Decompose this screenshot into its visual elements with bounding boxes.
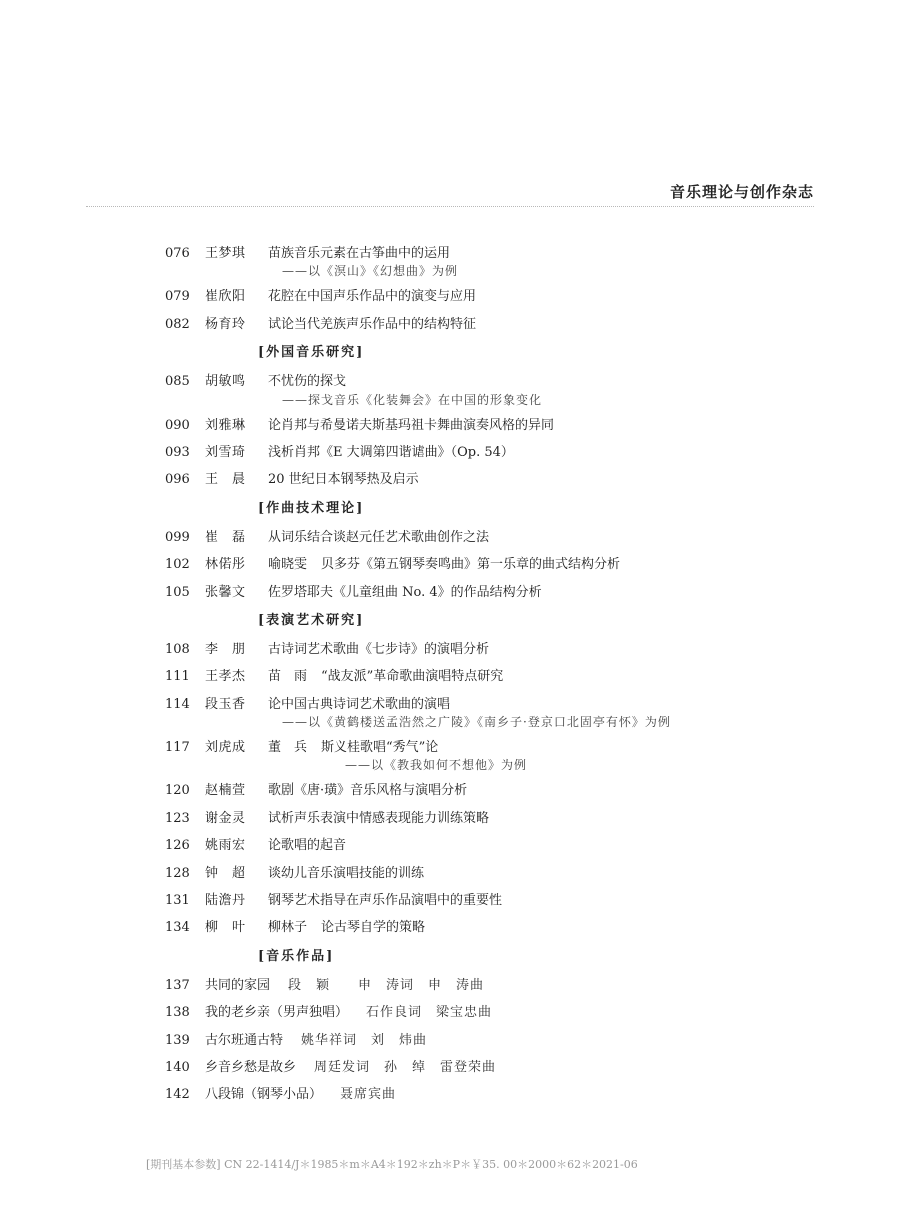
work-credits: 段 颖 申 涛词 申 涛曲 (288, 977, 485, 993)
work-credits: 周廷发词 孙 绰 雷登荣曲 (314, 1059, 497, 1075)
author: 刘虎成 (205, 740, 246, 756)
author: 胡敏鸣 (205, 374, 246, 390)
author: 段玉香 (205, 696, 246, 712)
author: 陆澹丹 (205, 893, 246, 909)
author: 刘雪琦 (205, 444, 246, 460)
article-title (268, 524, 489, 551)
section-heading (165, 338, 805, 368)
page-number: 090 (165, 417, 190, 433)
page-number: 108 (165, 641, 190, 657)
page-number: 082 (165, 316, 190, 332)
section-heading-text: [作曲技术理论] (258, 500, 365, 516)
article-title-text: 不忧伤的探戈 (268, 374, 347, 390)
author: 钟 超 (205, 865, 246, 881)
co-author: 喻晓雯 (268, 557, 308, 573)
article-title-text: 斯义桂歌唱“秀气”论 (321, 740, 439, 756)
toc-entry[interactable] (165, 663, 805, 690)
article-title (268, 663, 503, 690)
toc-entry[interactable] (165, 777, 805, 804)
page-number: 137 (165, 977, 190, 993)
article-title-text: 佐罗塔耶夫《儿童组曲 No. 4》的作品结构分析 (268, 584, 542, 600)
toc-entry[interactable] (165, 412, 805, 439)
article-title-text: 苗族音乐元素在古筝曲中的运用 (268, 246, 451, 261)
table-of-contents (165, 240, 805, 1109)
toc-entry[interactable] (165, 636, 805, 663)
author: 姚雨宏 (205, 838, 246, 854)
section-heading-text: [表演艺术研究] (258, 612, 365, 628)
article-title-text: 钢琴艺术指导在声乐作品演唱中的重要性 (268, 893, 503, 909)
page-number: 131 (165, 893, 190, 909)
entry-subtitle-text: ——以《黄鹤楼送孟浩然之广陵》《南乡子·登京口北固亭有怀》为例 (282, 715, 671, 730)
toc-entry[interactable] (165, 805, 805, 832)
article-title (205, 999, 492, 1026)
article-title-text: 八段锦（钢琴小品） (205, 1087, 323, 1103)
article-title-text: 乡音乡愁是故乡 (205, 1059, 297, 1075)
page-number: 134 (165, 920, 190, 936)
toc-entry[interactable] (165, 579, 805, 606)
toc-entry[interactable] (165, 551, 805, 578)
author: 王梦琪 (205, 246, 246, 261)
music-work-entry[interactable] (165, 999, 805, 1026)
article-title (205, 1027, 427, 1054)
toc-entry[interactable] (165, 466, 805, 493)
article-title (268, 636, 489, 663)
author: 王 晨 (205, 472, 246, 488)
author: 李 朋 (205, 641, 246, 657)
article-title (268, 805, 489, 832)
page-number: 099 (165, 529, 190, 545)
article-title (268, 466, 419, 493)
article-title-text: 20 世纪日本钢琴热及启示 (268, 472, 419, 488)
article-title-text: 试论当代羌族声乐作品中的结构特征 (268, 316, 477, 332)
page-number: 138 (165, 1005, 190, 1021)
toc-entry[interactable] (165, 283, 805, 310)
article-title-text: 歌剧《唐·璜》音乐风格与演唱分析 (268, 783, 468, 799)
co-author: 苗 雨 (268, 669, 308, 685)
article-title-text: 共同的家园 (205, 977, 271, 993)
article-title-text: 试析声乐表演中情感表现能力训练策略 (268, 810, 490, 826)
work-credits: 石作良词 梁宝忠曲 (366, 1005, 493, 1021)
article-title (268, 579, 542, 606)
article-title-text: 花腔在中国声乐作品中的演变与应用 (268, 289, 477, 305)
author: 崔 磊 (205, 529, 246, 545)
article-title (268, 311, 476, 338)
toc-entry[interactable] (165, 914, 805, 941)
article-title-text: 论歌唱的起音 (268, 838, 347, 854)
article-title-text: 浅析肖邦《E 大调第四谐谑曲》（Op. 54） (268, 444, 514, 460)
page-number: 120 (165, 783, 190, 799)
article-title (268, 777, 467, 804)
author: 刘雅琳 (205, 417, 246, 433)
article-title-text: 从词乐结合谈赵元任艺术歌曲创作之法 (268, 529, 490, 545)
entry-subtitle (165, 261, 805, 283)
co-author: 柳林子 (268, 920, 308, 936)
article-title (205, 1054, 496, 1081)
author: 崔欣阳 (205, 289, 246, 305)
page-number: 114 (165, 696, 190, 712)
article-title (205, 1081, 396, 1108)
article-title (205, 972, 484, 999)
toc-entry[interactable] (165, 311, 805, 338)
article-title-text: 论古琴自学的策略 (321, 920, 426, 936)
music-work-entry[interactable] (165, 1027, 805, 1054)
section-heading-text: [外国音乐研究] (258, 345, 365, 361)
entry-subtitle-text: ——以《教我如何不想他》为例 (345, 758, 528, 773)
page-number: 102 (165, 557, 190, 573)
entry-subtitle-text: ——以《溟山》《幻想曲》为例 (282, 264, 459, 279)
author: 张馨文 (205, 584, 246, 600)
co-author: 董 兵 (268, 740, 308, 756)
author: 谢金灵 (205, 810, 246, 826)
article-title-text: 谈幼儿音乐演唱技能的训练 (268, 865, 425, 881)
page-number: 093 (165, 444, 190, 460)
toc-entry[interactable] (165, 860, 805, 887)
music-work-entry[interactable] (165, 1054, 805, 1081)
page-number: 105 (165, 584, 190, 600)
music-work-entry[interactable] (165, 972, 805, 999)
music-work-entry[interactable] (165, 1081, 805, 1108)
article-title (268, 439, 514, 466)
article-title (268, 412, 554, 439)
page-number: 123 (165, 810, 190, 826)
section-heading (165, 942, 805, 972)
toc-entry[interactable] (165, 524, 805, 551)
work-credits: 聂席宾曲 (340, 1087, 397, 1103)
article-title (268, 832, 346, 859)
section-heading-text: [音乐作品] (258, 948, 335, 964)
work-credits: 姚华祥词 刘 炜曲 (301, 1032, 428, 1048)
article-title-text: 我的老乡亲（男声独唱） (205, 1005, 349, 1021)
article-title-text: 贝多芬《第五钢琴奏鸣曲》第一乐章的曲式结构分析 (321, 557, 621, 573)
entry-subtitle (165, 390, 805, 412)
journal-title: 音乐理论与创作杂志 (669, 183, 814, 201)
author: 林偌彤 (205, 557, 246, 573)
page-number: 117 (165, 740, 190, 756)
article-title (268, 914, 425, 941)
entry-subtitle (165, 755, 805, 777)
page-number: 096 (165, 472, 190, 488)
page-number: 139 (165, 1032, 190, 1048)
page-number: 142 (165, 1087, 190, 1103)
toc-entry[interactable] (165, 887, 805, 914)
author: 王孝杰 (205, 669, 246, 685)
article-title-text: 论肖邦与希曼诺夫斯基玛祖卡舞曲演奏风格的异同 (268, 417, 555, 433)
author: 杨育玲 (205, 316, 246, 332)
section-heading (165, 606, 805, 636)
author: 柳 叶 (205, 920, 246, 936)
entry-subtitle-text: ——探戈音乐《化装舞会》在中国的形象变化 (282, 392, 543, 407)
page-number: 079 (165, 289, 190, 305)
page-number: 126 (165, 838, 190, 854)
article-title (268, 860, 424, 887)
page-number: 128 (165, 865, 190, 881)
article-title-text: 古尔班通古特 (205, 1032, 284, 1048)
article-title-text: 论中国古典诗词艺术歌曲的演唱 (268, 696, 451, 712)
article-title (268, 551, 620, 578)
section-heading (165, 494, 805, 524)
footer-journal-parameters: [期刊基本参数] CN 22-1414/J＊1985＊m＊A4＊192＊zh＊P＊￥35. 00＊2000＊62＊2021-06 (146, 1158, 638, 1171)
page-number: 140 (165, 1059, 190, 1075)
article-title (268, 887, 502, 914)
author: 赵楠萱 (205, 783, 246, 799)
article-title (268, 283, 476, 310)
page-number: 111 (165, 669, 190, 685)
entry-subtitle (165, 712, 805, 734)
toc-entry[interactable] (165, 832, 805, 859)
article-title-text: 古诗词艺术歌曲《七步诗》的演唱分析 (268, 641, 490, 657)
page-number: 076 (165, 246, 190, 261)
article-title-text: “战友派”革命歌曲演唱特点研究 (321, 669, 504, 685)
page-number: 085 (165, 374, 190, 390)
toc-entry[interactable] (165, 439, 805, 466)
header-rule (86, 206, 814, 207)
